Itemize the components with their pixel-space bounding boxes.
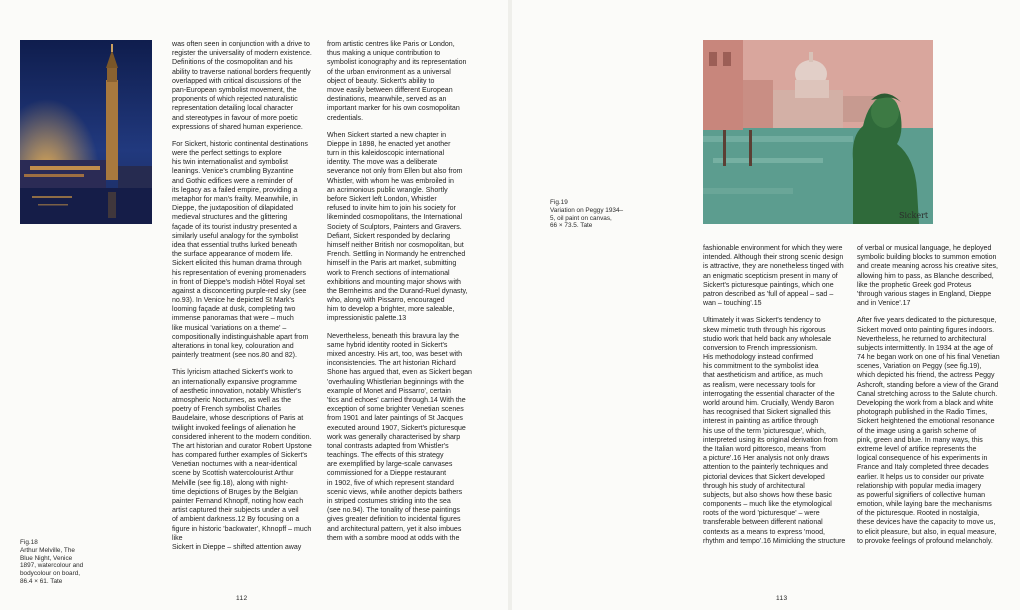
figure-19-caption: Fig.19 Variation on Peggy 1934– 5, oil paint on canvas, 66 × 73.5. Tate xyxy=(550,199,624,230)
page-number-left: 112 xyxy=(236,595,248,602)
paragraph: Nevertheless, beneath this bravura lay the same hybrid identity rooted in Sickert's mixed ancestry. His art, too, was beset with inconsistencies. The art historian Richard Shone has argued that, even as Sickert began 'overhauling Whistlerian beginnings with the example of Monet and Pissarro', certain 'tics and echoes' carried through.14 With the exception of some brighter Venetian scenes from 1901 and later paintings of St Jacques executed around 1907, Sickert's picturesque work was generally characterised by sharp tonal contrasts adapted from Whistler's teachings. The effects of this strategy are exemplified by large-scale canvases commissioned for a Dieppe restaurant in 1902, five of which represent standard scenic views, while another depicts bathers in striped costumes striding into the sea (see no.94). The tonality of these paintings gives greater definition to incidental figures and architectural pattern, yet it also imbues them with a sombre mood at odds with the xyxy=(327,332,472,542)
figure-variation-on-peggy xyxy=(703,40,933,224)
figure-blue-night-venice xyxy=(20,40,152,224)
paragraph: was often seen in conjunction with a drive to register the universality of modern existence. Definitions of the cosmopolitan and his ability to traverse national borders frequently overlapped with critical discussions of the pan-European symbolist movement, the proponents of which rejected naturalistic representation detailing local character and stereotypes in favour of more poetic expressions of shared human experience. xyxy=(172,41,312,131)
page-number-right: 113 xyxy=(776,595,788,602)
paragraph: fashionable environment for which they were intended. Although their strong scenic design is attractive, they are nonetheless tinged with an enigmatic scepticism present in many of Sickert's picturesque paintings, which one patron described as 'full of appeal – sad – wan – touching'.15 xyxy=(703,245,844,308)
paragraph: This lyricism attached Sickert's work to an internationally expansive programme of aesthetic innovation, notably Whistler's atmospheric Nocturnes, as well as the poetry of French symbolist Charles Baudelaire, whose descriptions of Paris at twilight invoked feelings of alienation he considered inherent to the modern condition. The art historian and curator Robert Upstone has compared further examples of Sickert's Venetian nocturnes with a near-identical scene by Scottish watercolourist Arthur Melville (see fig.18), along with night- time depictions of Bruges by the Belgian painter Fernand Khnopff, noting how each artist captured their subjects under a veil of ambient darkness.12 By focusing on a figure in historic 'backwater', Khnopff – much like Sickert in Dieppe – shifted attention away xyxy=(172,369,312,551)
paragraph: from artistic centres like Paris or London, thus making a unique contribution to symbolist iconography and its representation of the urban environment as a universal object of beauty. Sickert's ability to move easily between different European destinations, meanwhile, served as an important marker for his own cosmopolitan credentials. xyxy=(327,41,467,122)
left-page xyxy=(0,0,508,610)
figure-18-caption: Fig.18 Arthur Melville, The Blue Night, Venice 1897, watercolour and bodycolour on board, 86.4 × 61. Tate xyxy=(20,539,84,585)
artist-signature: Sickert xyxy=(899,211,929,220)
paragraph: For Sickert, historic continental destinations were the perfect settings to explore his twin internationalist and symbolist leanings. Venice's crumbling Byzantine and Gothic edifices were a reminder of its legacy as a failed empire, providing a metaphor for man's frailty. Meanwhile, in Dieppe, the juxtaposition of dilapidated medieval structures and the glittering façade of its tourist industry presented a similarly useful analogy for the symbolist idea that essential truths lurked beneath the surface appearance of modern life. Sickert elicited this human drama through his representation of evening promenaders in front of Dieppe's modish Hôtel Royal set against a disconcerting purple-red sky (see no.93). In Venice he depicted St Mark's looming façade at dusk, completing two immense panoramas that were – much like musical 'variations on a theme' – compositionally indistinguishable apart from alterations in tonal key, colouration and painterly treatment (see nos.80 and 82). xyxy=(172,140,309,360)
paragraph: of verbal or musical language, he deployed symbolic building blocks to summon emotion and create meaning across his creative sites, allowing him to pass, as Blanche described, like the prophetic Greek god Proteus 'through various stages in England, Dieppe and in Venice'.17 xyxy=(857,245,999,308)
variation-on-peggy-painting xyxy=(703,40,933,224)
left-column-2 xyxy=(327,40,487,560)
right-page xyxy=(512,0,1020,610)
paragraph: After five years dedicated to the picturesque, Sickert moved onto painting figures indoors. Nevertheless, he returned to architectural subjects intermittently. In 1934 at the age of 74 he began work on one of his final Venetian scenes, Variation on Peggy (see fig.19), which depicted his friend, the actress Peggy Ashcroft, standing before a view of the Grand Canal stretching across to the Salute church. Developing the work from a black and white photograph published in the Radio Times, Sickert heightened the emotional resonance of the image using a garish scheme of pink, green and blue. In many ways, this extreme level of artifice represents the logical consequence of his experiments in France and Italy completed three decades earlier. It helps us to consider our private relationship with popular media imagery as powerful signifiers of collective human emotion, while laying bare the mechanisms of the picturesque. Rooted in nostalgia, these devices have the capacity to move us, to elicit pleasure, but also, in equal measure, to provoke feelings of profound melancholy. xyxy=(857,317,1000,545)
left-column-1 xyxy=(172,40,322,560)
paragraph: Ultimately it was Sickert's tendency to skew mimetic truth through his rigorous studio work that held back any wholesale conversion to French impressionism. His methodology instead confirmed his commitment to the symbolist idea that aestheticism and artifice, as much as realism, were necessary tools for interrogating the essential character of the world around him. Crucially, Wendy Baron has recognised that Sickert signalled this interest in painting as artifice through his use of the term 'picturesque', which, interpreted using its original derivation from the Italian word pittoresco, means 'from a picture'.16 Her analysis not only draws attention to the painterly techniques and pictorial devices that Sickert developed through his study of architectural subjects, but also shows how these basic components – much like the etymological roots of the word 'picturesque' – were transferable between different national contexts as a means to express 'mood, rhythm and tempo'.16 Mimicking the structure xyxy=(703,317,846,545)
right-column-1 xyxy=(703,244,855,560)
right-column-2 xyxy=(857,244,1017,560)
venice-night-painting xyxy=(20,40,152,224)
paragraph: When Sickert started a new chapter in Dieppe in 1898, he enacted yet another turn in this kaleidoscopic international identity. The move was a deliberate severance not only from Ellen but also from Whistler, with whom he was embroiled in an acrimonious public wrangle. Shortly before Sickert left London, Whistler refused to invite him to join his society for likeminded cosmopolitans, the International Society of Sculptors, Painters and Gravers. Defiant, Sickert responded by declaring himself neither British nor cosmopolitan, but French. Settling in Normandy he entrenched himself in the Paris art market, submitting work to French sections of international exhibitions and mounting major shows with the Bernheims and the Durand-Ruel dynasty, who, along with Pissarro, encouraged him to develop a brighter, more saleable, impressionistic palette.13 xyxy=(327,131,468,323)
